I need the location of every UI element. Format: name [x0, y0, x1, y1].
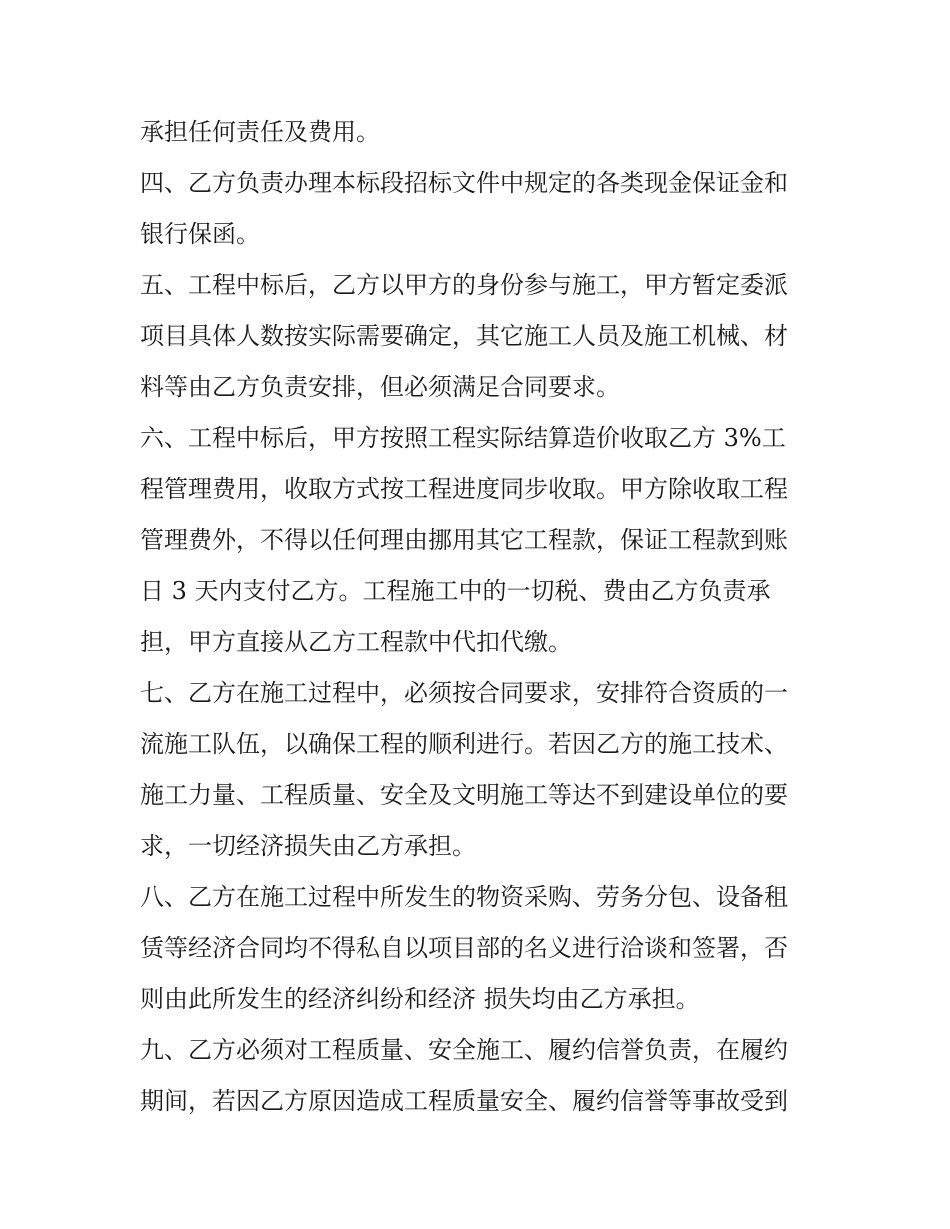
- contract-clauses-text: [140, 107, 820, 1127]
- clause-5-line-1: 五、工程中标后，乙方以甲方的身份参与施工，甲方暂定委派: [140, 271, 788, 299]
- clause-7-line-1: 七、乙方在施工过程中，必须按合同要求，安排符合资质的一: [140, 679, 788, 707]
- clause-8-line-1: 八、乙方在施工过程中所发生的物资采购、劳务分包、设备租: [140, 883, 788, 911]
- clause-7-line-2: 流施工队伍，以确保工程的顺利进行。若因乙方的施工技术、: [140, 730, 788, 758]
- clause-8-line-3: 则由此所发生的经济纠纷和经济 损失均由乙方承担。: [140, 985, 700, 1013]
- clause-6-line-3: 管理费外，不得以任何理由挪用其它工程款，保证工程款到账: [140, 526, 788, 554]
- clause-8-line-2: 赁等经济合同均不得私自以项目部的名义进行洽谈和签署，否: [140, 934, 788, 962]
- clause-5-line-2: 项目具体人数按实际需要确定，其它施工人员及施工机械、材: [140, 322, 788, 350]
- text-line-1: 承担任何责任及费用。: [140, 118, 380, 146]
- clause-6-line-5: 担，甲方直接从乙方工程款中代扣代缴。: [140, 628, 572, 656]
- clause-9-line-2: 期间，若因乙方原因造成工程质量安全、履约信誉等事故受到: [140, 1087, 788, 1115]
- clause-7-line-3: 施工力量、工程质量、安全及文明施工等达不到建设单位的要: [140, 781, 788, 809]
- clause-4-line-1: 四、乙方负责办理本标段招标文件中规定的各类现金保证金和: [140, 169, 788, 197]
- clause-6-line-4: 日 3 天内支付乙方。工程施工中的一切税、费由乙方负责承: [140, 577, 771, 605]
- clause-6-line-2: 程管理费用，收取方式按工程进度同步收取。甲方除收取工程: [140, 475, 788, 503]
- clause-7-line-4: 求，一切经济损失由乙方承担。: [140, 832, 476, 860]
- clause-5-line-3: 料等由乙方负责安排，但必须满足合同要求。: [140, 373, 620, 401]
- clause-9-line-1: 九、乙方必须对工程质量、安全施工、履约信誉负责，在履约: [140, 1036, 788, 1064]
- clause-6-line-1: 六、工程中标后，甲方按照工程实际结算造价收取乙方 3%工: [140, 424, 786, 452]
- clause-4-line-2: 银行保函。: [140, 220, 260, 248]
